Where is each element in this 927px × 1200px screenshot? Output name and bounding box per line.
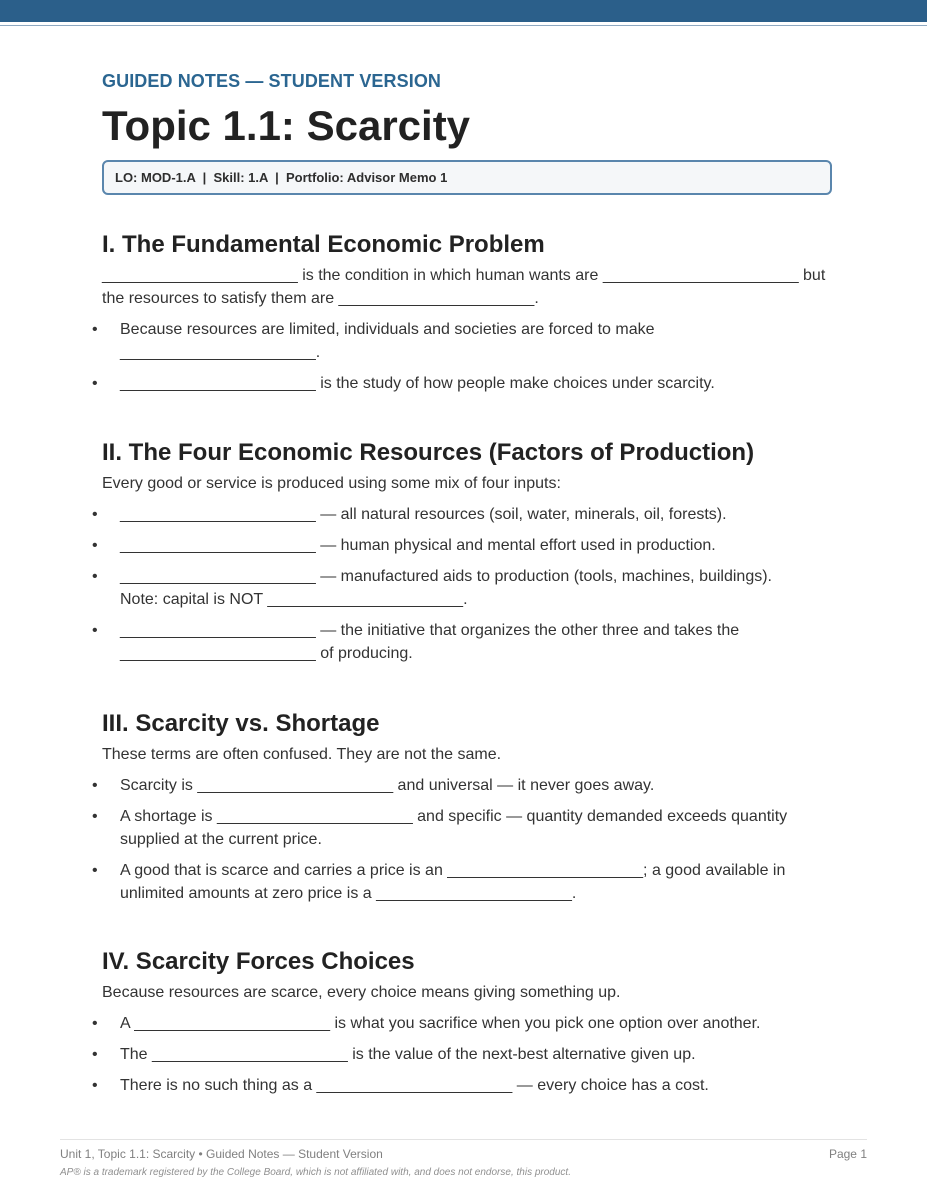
top-rule <box>0 25 927 26</box>
top-color-bar <box>0 0 927 22</box>
section-3-intro: These terms are often confused. They are not the same. <box>102 746 502 763</box>
document-kicker: GUIDED NOTES — STUDENT VERSION <box>102 71 442 91</box>
section-2-intro: Every good or service is produced using some mix of four inputs: <box>102 475 561 492</box>
section-4-bullet: • The ______________________ is the value of the next-best alternative given up. <box>102 1043 842 1066</box>
section-2-heading: II. The Four Economic Resources (Factors of Production) <box>102 439 755 466</box>
section-2-bullet: • ______________________ — human physical and mental effort used in production. <box>102 534 842 557</box>
page-header <box>102 70 832 195</box>
section-2 <box>102 438 842 665</box>
section-1-heading: I. The Fundamental Economic Problem <box>102 231 545 258</box>
page-number: Page 1 <box>828 1147 867 1161</box>
section-2-list <box>102 503 842 665</box>
section-4 <box>102 947 842 1097</box>
section-1 <box>102 230 842 395</box>
section-3-bullet: • A good that is scarce and carries a price is an ______________________; a good available in unlimited amounts at zero price is a ______________________. <box>102 859 830 905</box>
section-3-bullet: • A shortage is ______________________ and specific — quantity demanded exceeds quantity supplied at the current price. <box>102 805 825 851</box>
section-4-list <box>102 1012 842 1097</box>
footer-left-text: Unit 1, Topic 1.1: Scarcity • Guided Notes — Student Version <box>60 1147 383 1161</box>
section-3 <box>102 709 842 905</box>
section-3-list <box>102 774 842 905</box>
section-2-bullet: • ______________________ — manufactured aids to production (tools, machines, buildings). Note: capital is NOT ______________________. <box>102 565 810 611</box>
section-2-bullet: • ______________________ — all natural resources (soil, water, minerals, oil, forests). <box>102 503 842 526</box>
section-1-bullet: • ______________________ is the study of how people make choices under scarcity. <box>102 372 842 395</box>
section-4-heading: IV. Scarcity Forces Choices <box>102 948 415 975</box>
section-4-bullet: • A ______________________ is what you sacrifice when you pick one option over another. <box>102 1012 842 1035</box>
learning-objective-text: LO: MOD-1.A | Skill: 1.A | Portfolio: Advisor Memo 1 <box>115 170 448 185</box>
learning-objective-box <box>102 160 832 195</box>
page-title: Topic 1.1: Scarcity <box>102 102 471 149</box>
section-1-bullet: • Because resources are limited, individuals and societies are forced to make ______________________. <box>102 318 690 364</box>
section-4-bullet: • There is no such thing as a ______________________ — every choice has a cost. <box>102 1074 842 1097</box>
section-4-intro: Because resources are scarce, every choice means giving something up. <box>102 984 621 1001</box>
section-2-bullet: • ______________________ — the initiative that organizes the other three and takes the ______________________ of producing. <box>102 619 780 665</box>
footer-rule <box>60 1139 867 1140</box>
section-3-heading: III. Scarcity vs. Shortage <box>102 710 380 737</box>
section-3-bullet: • Scarcity is ______________________ and universal — it never goes away. <box>102 774 842 797</box>
section-1-list <box>102 318 842 395</box>
trademark-notice: AP® is a trademark registered by the College Board, which is not affiliated with, and does not endorse, this product. <box>60 1167 571 1178</box>
section-1-intro: ______________________ is the condition in which human wants are ______________________ but the resources to satisfy them are ______________________. <box>102 267 826 307</box>
